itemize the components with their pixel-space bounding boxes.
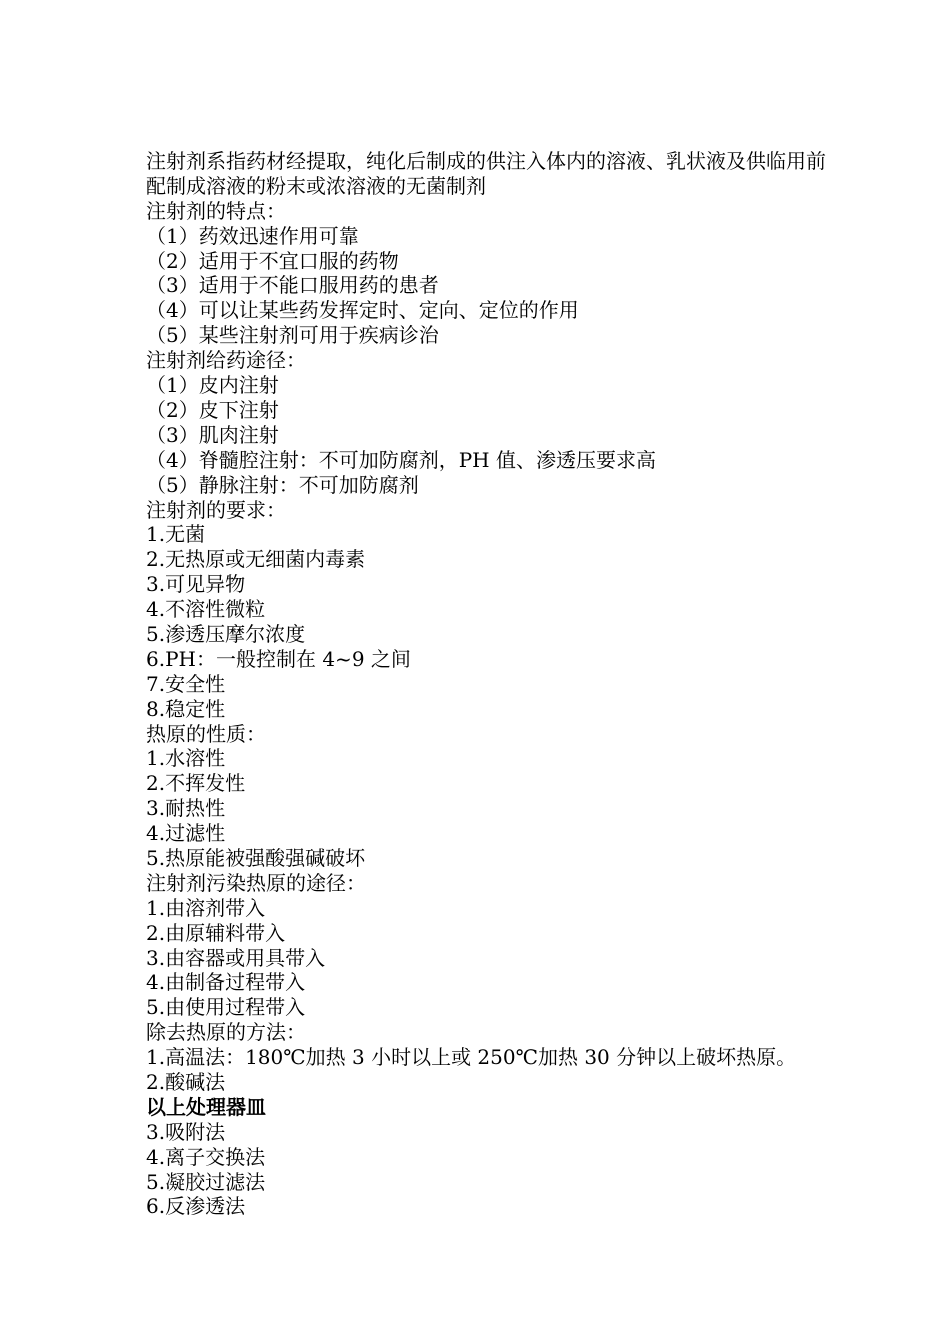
list-item: 8.稳定性: [146, 696, 226, 721]
section-heading: 注射剂的特点：: [146, 198, 286, 223]
list-item: （5）静脉注射：不可加防腐剂: [146, 472, 419, 497]
list-item: 7.安全性: [146, 671, 226, 696]
list-item: 2.酸碱法: [146, 1069, 226, 1094]
list-item: 5.凝胶过滤法: [146, 1169, 266, 1194]
list-item: 3.吸附法: [146, 1119, 226, 1144]
list-item: 2.不挥发性: [146, 771, 246, 796]
list-item: 6.PH：一般控制在 4~9 之间: [146, 646, 411, 671]
list-item: 4.不溶性微粒: [146, 597, 266, 622]
list-item: （4）脊髓腔注射：不可加防腐剂，PH 值、渗透压要求高: [146, 447, 656, 472]
list-item: 3.由容器或用具带入: [146, 945, 326, 970]
section-contamination: [146, 871, 826, 1020]
section-heading: 除去热原的方法：: [146, 1020, 306, 1045]
list-item: （5）某些注射剂可用于疾病诊治: [146, 323, 439, 348]
section-heading: 注射剂污染热原的途径：: [146, 870, 366, 895]
list-item: （1）药效迅速作用可靠: [146, 223, 359, 248]
list-item: （2）适用于不宜口服的药物: [146, 248, 399, 273]
list-item: 1.无菌: [146, 522, 206, 547]
list-item: 1.水溶性: [146, 746, 226, 771]
list-item: 3.耐热性: [146, 796, 226, 821]
list-item: 5.渗透压摩尔浓度: [146, 621, 306, 646]
section-removal: [146, 1020, 826, 1219]
section-requirements: [146, 498, 826, 722]
list-item: （4）可以让某些药发挥定时、定向、定位的作用: [146, 298, 579, 323]
section-routes: [146, 348, 826, 497]
list-item: 6.反渗透法: [146, 1194, 246, 1219]
intro-paragraph: 注射剂系指药材经提取，纯化后制成的供注入体内的溶液、乳状液及供临用前配制成溶液的粉末或浓溶液的无菌制剂: [146, 149, 826, 198]
list-item: 5.由使用过程带入: [146, 995, 306, 1020]
section-pyrogen-properties: [146, 722, 826, 871]
section-heading: 注射剂给药途径：: [146, 348, 306, 373]
list-item: 3.可见异物: [146, 572, 246, 597]
list-item: 2.无热原或无细菌内毒素: [146, 547, 366, 572]
list-item: 1.高温法：180℃加热 3 小时以上或 250℃加热 30 分钟以上破坏热原。: [146, 1045, 797, 1070]
list-item: 2.由原辅料带入: [146, 920, 286, 945]
section-features: [146, 199, 826, 348]
list-item: 4.离子交换法: [146, 1144, 266, 1169]
section-heading: 注射剂的要求：: [146, 497, 286, 522]
list-item: （3）肌肉注射: [146, 422, 279, 447]
bold-note: 以上处理器皿: [146, 1094, 266, 1119]
list-item: （1）皮内注射: [146, 373, 279, 398]
list-item: （2）皮下注射: [146, 397, 279, 422]
list-item: 4.由制备过程带入: [146, 970, 306, 995]
list-item: （3）适用于不能口服用药的患者: [146, 273, 439, 298]
list-item: 5.热原能被强酸强碱破坏: [146, 845, 366, 870]
section-heading: 热原的性质：: [146, 721, 266, 746]
list-item: 1.由溶剂带入: [146, 895, 266, 920]
document-body: [146, 149, 826, 1219]
list-item: 4.过滤性: [146, 821, 226, 846]
